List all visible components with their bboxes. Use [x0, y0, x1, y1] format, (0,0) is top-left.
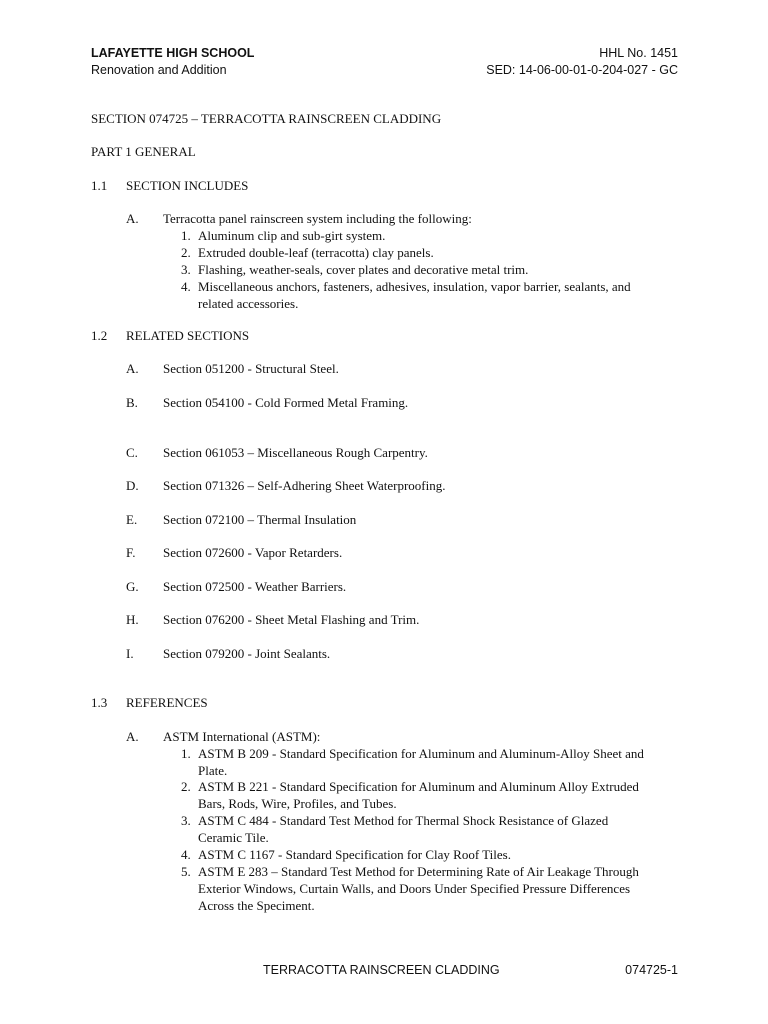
related-section: Section 076200 - Sheet Metal Flashing and Trim. [163, 612, 420, 627]
list-number: 4. [181, 279, 191, 294]
related-section: Section 051200 - Structural Steel. [163, 361, 339, 376]
list-number: 2. [181, 245, 191, 260]
paragraph-letter: A. [126, 361, 139, 376]
paragraph-letter: E. [126, 512, 138, 527]
related-section: Section 079200 - Joint Sealants. [163, 646, 331, 661]
sed-number: SED: 14-06-00-01-0-204-027 - GC [486, 63, 678, 77]
related-section: Section 072100 – Thermal Insulation [163, 512, 357, 527]
list-item: ASTM B 209 - Standard Specification for Aluminum and Aluminum-Alloy Sheet and [198, 746, 644, 761]
paragraph-letter: I. [126, 646, 134, 661]
paragraph-text: Terracotta panel rainscreen system including the following: [163, 211, 472, 226]
related-section: Section 061053 – Miscellaneous Rough Carpentry. [163, 445, 428, 460]
list-item: ASTM C 1167 - Standard Specification for Clay Roof Tiles. [198, 847, 511, 862]
list-item: Aluminum clip and sub-girt system. [198, 228, 386, 243]
list-number: 3. [181, 813, 191, 828]
paragraph-text: ASTM International (ASTM): [163, 729, 321, 744]
paragraph-letter: G. [126, 579, 139, 594]
article-number: 1.3 [91, 695, 108, 710]
article-title: REFERENCES [126, 695, 208, 710]
project-name: Renovation and Addition [91, 63, 227, 77]
related-section: Section 072600 - Vapor Retarders. [163, 545, 343, 560]
list-number: 1. [181, 228, 191, 243]
list-number: 4. [181, 847, 191, 862]
article-number: 1.1 [91, 178, 108, 193]
list-item: Flashing, weather-seals, cover plates and decorative metal trim. [198, 262, 529, 277]
list-item-continuation: related accessories. [198, 296, 299, 311]
hhl-number: HHL No. 1451 [599, 46, 678, 60]
paragraph-letter: C. [126, 445, 138, 460]
list-item-continuation: Plate. [198, 763, 228, 778]
list-item: ASTM E 283 – Standard Test Method for Determining Rate of Air Leakage Through [198, 864, 639, 879]
paragraph-letter: F. [126, 545, 136, 560]
related-section: Section 072500 - Weather Barriers. [163, 579, 347, 594]
related-section: Section 054100 - Cold Formed Metal Framing. [163, 395, 409, 410]
list-item: ASTM B 221 - Standard Specification for Aluminum and Aluminum Alloy Extruded [198, 779, 639, 794]
list-number: 1. [181, 746, 191, 761]
paragraph-letter: D. [126, 478, 139, 493]
section-title: SECTION 074725 – TERRACOTTA RAINSCREEN CLADDING [91, 111, 442, 126]
list-item-continuation: Exterior Windows, Curtain Walls, and Doors Under Specified Pressure Differences [198, 881, 631, 896]
paragraph-letter: A. [126, 729, 139, 744]
article-title: RELATED SECTIONS [126, 328, 250, 343]
footer-title: TERRACOTTA RAINSCREEN CLADDING [263, 963, 500, 977]
paragraph-letter: B. [126, 395, 138, 410]
list-number: 5. [181, 864, 191, 879]
paragraph-letter: H. [126, 612, 139, 627]
page-number: 074725-1 [625, 963, 678, 977]
list-item: Extruded double-leaf (terracotta) clay panels. [198, 245, 434, 260]
list-item-continuation: Bars, Rods, Wire, Profiles, and Tubes. [198, 796, 397, 811]
related-section: Section 071326 – Self-Adhering Sheet Waterproofing. [163, 478, 446, 493]
list-item-continuation: Ceramic Tile. [198, 830, 269, 845]
school-name: LAFAYETTE HIGH SCHOOL [91, 46, 255, 60]
list-item: ASTM C 484 - Standard Test Method for Thermal Shock Resistance of Glazed [198, 813, 609, 828]
list-item: Miscellaneous anchors, fasteners, adhesives, insulation, vapor barrier, sealants, and [198, 279, 631, 294]
list-item-continuation: Across the Speciment. [198, 898, 315, 913]
list-number: 3. [181, 262, 191, 277]
article-title: SECTION INCLUDES [126, 178, 249, 193]
list-number: 2. [181, 779, 191, 794]
article-number: 1.2 [91, 328, 108, 343]
paragraph-letter: A. [126, 211, 139, 226]
part-heading: PART 1 GENERAL [91, 144, 196, 159]
